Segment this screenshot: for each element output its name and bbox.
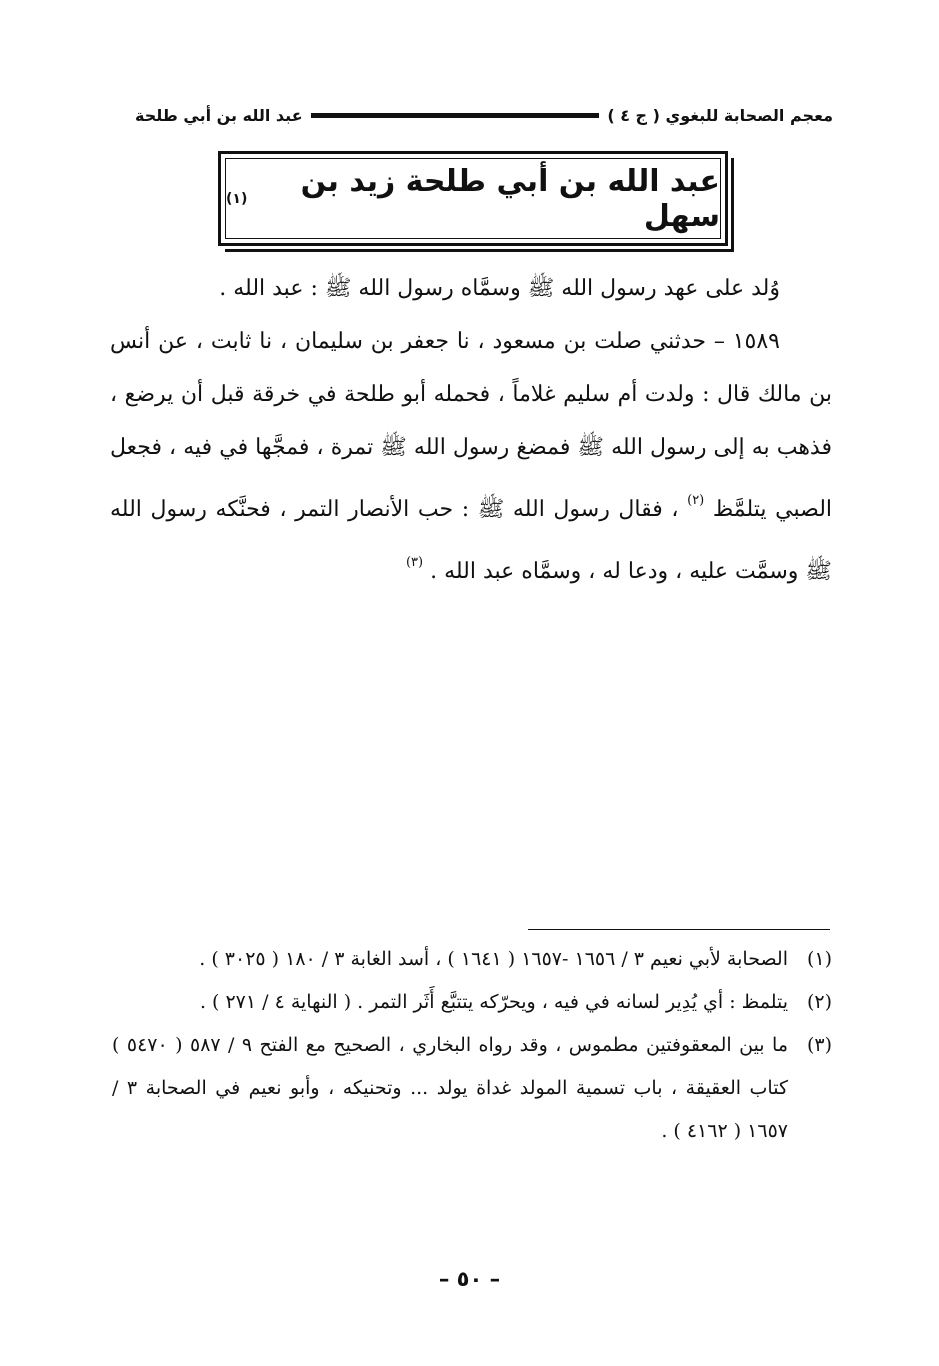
footnote-text: الصحابة لأبي نعيم ٣ / ١٦٥٦ -١٦٥٧ ( ١٦٤١ ) ، أسد الغابة ٣ / ١٨٠ ( ٣٠٢٥ ) . bbox=[199, 948, 788, 970]
title-box bbox=[218, 151, 728, 246]
footnote-text: ما بين المعقوفتين مطموس ، وقد رواه البخاري ، الصحيح مع الفتح ٩ / ٥٨٧ ( ٥٤٧٠ ) كتاب العقيقة ، باب تسمية المولد غداة يولد ... وتحنيكه ، وأبو نعيم في الصحابة ٣ / ١٦٥٧ ( ٤١٦٢ ) . bbox=[112, 1034, 788, 1142]
footnote-number: (٣) bbox=[806, 1034, 832, 1056]
hadith-text-part2: ، فقال رسول الله ﷺ : حب الأنصار التمر ، فحنَّكه رسول الله ﷺ وسمَّت عليه ، ودعا له ، وسمَّاه عبد الله . bbox=[110, 497, 832, 584]
intro-paragraph: وُلد على عهد رسول الله ﷺ وسمَّاه رسول الله ﷺ : عبد الله . bbox=[219, 276, 780, 301]
footnote-number: (١) bbox=[806, 948, 832, 970]
footnote-item bbox=[112, 1024, 832, 1153]
footnote-separator bbox=[528, 929, 830, 930]
footnote-mark-2: (٢) bbox=[687, 493, 705, 508]
footnote-mark-3: (٣) bbox=[405, 555, 424, 570]
hadith-paragraph bbox=[110, 315, 832, 598]
running-header bbox=[135, 100, 833, 130]
page-number: – ٥٠ – bbox=[438, 1267, 501, 1291]
footnote-text: يتلمظ : أي يُدِير لسانه في فيه ، ويحرّكه يتتبَّع أَثَر التمر . ( النهاية ٤ / ٢٧١ ) . bbox=[199, 991, 788, 1013]
footnotes bbox=[112, 938, 832, 1153]
title-footnote-mark: (١) bbox=[226, 190, 248, 207]
footnote-item bbox=[112, 938, 832, 981]
footnote-number: (٢) bbox=[806, 991, 832, 1013]
hadith-text-part1: ١٥٨٩ – حدثني صلت بن مسعود ، نا جعفر بن سليمان ، نا ثابت ، عن أنس بن مالك قال : ولدت أم سليم غلاماً ، فحمله أبو طلحة في خرقة قبل أن يرضع ، فذهب به إلى رسول الله ﷺ فمضغ رسول الله ﷺ تمرة ، فمجَّها في فيه ، فجعل الصبي يتلمَّظ bbox=[110, 329, 833, 522]
footnote-item bbox=[112, 981, 832, 1024]
entry-title bbox=[225, 158, 721, 239]
entry-title-text: عبد الله بن أبي طلحة زيد بن سهل bbox=[300, 163, 720, 234]
header-section-title: عبد الله بن أبي طلحة bbox=[135, 105, 303, 125]
header-rule bbox=[311, 113, 600, 118]
header-book-title: معجم الصحابة للبغوي ( ج ٤ ) bbox=[607, 105, 833, 125]
main-text bbox=[110, 262, 832, 598]
